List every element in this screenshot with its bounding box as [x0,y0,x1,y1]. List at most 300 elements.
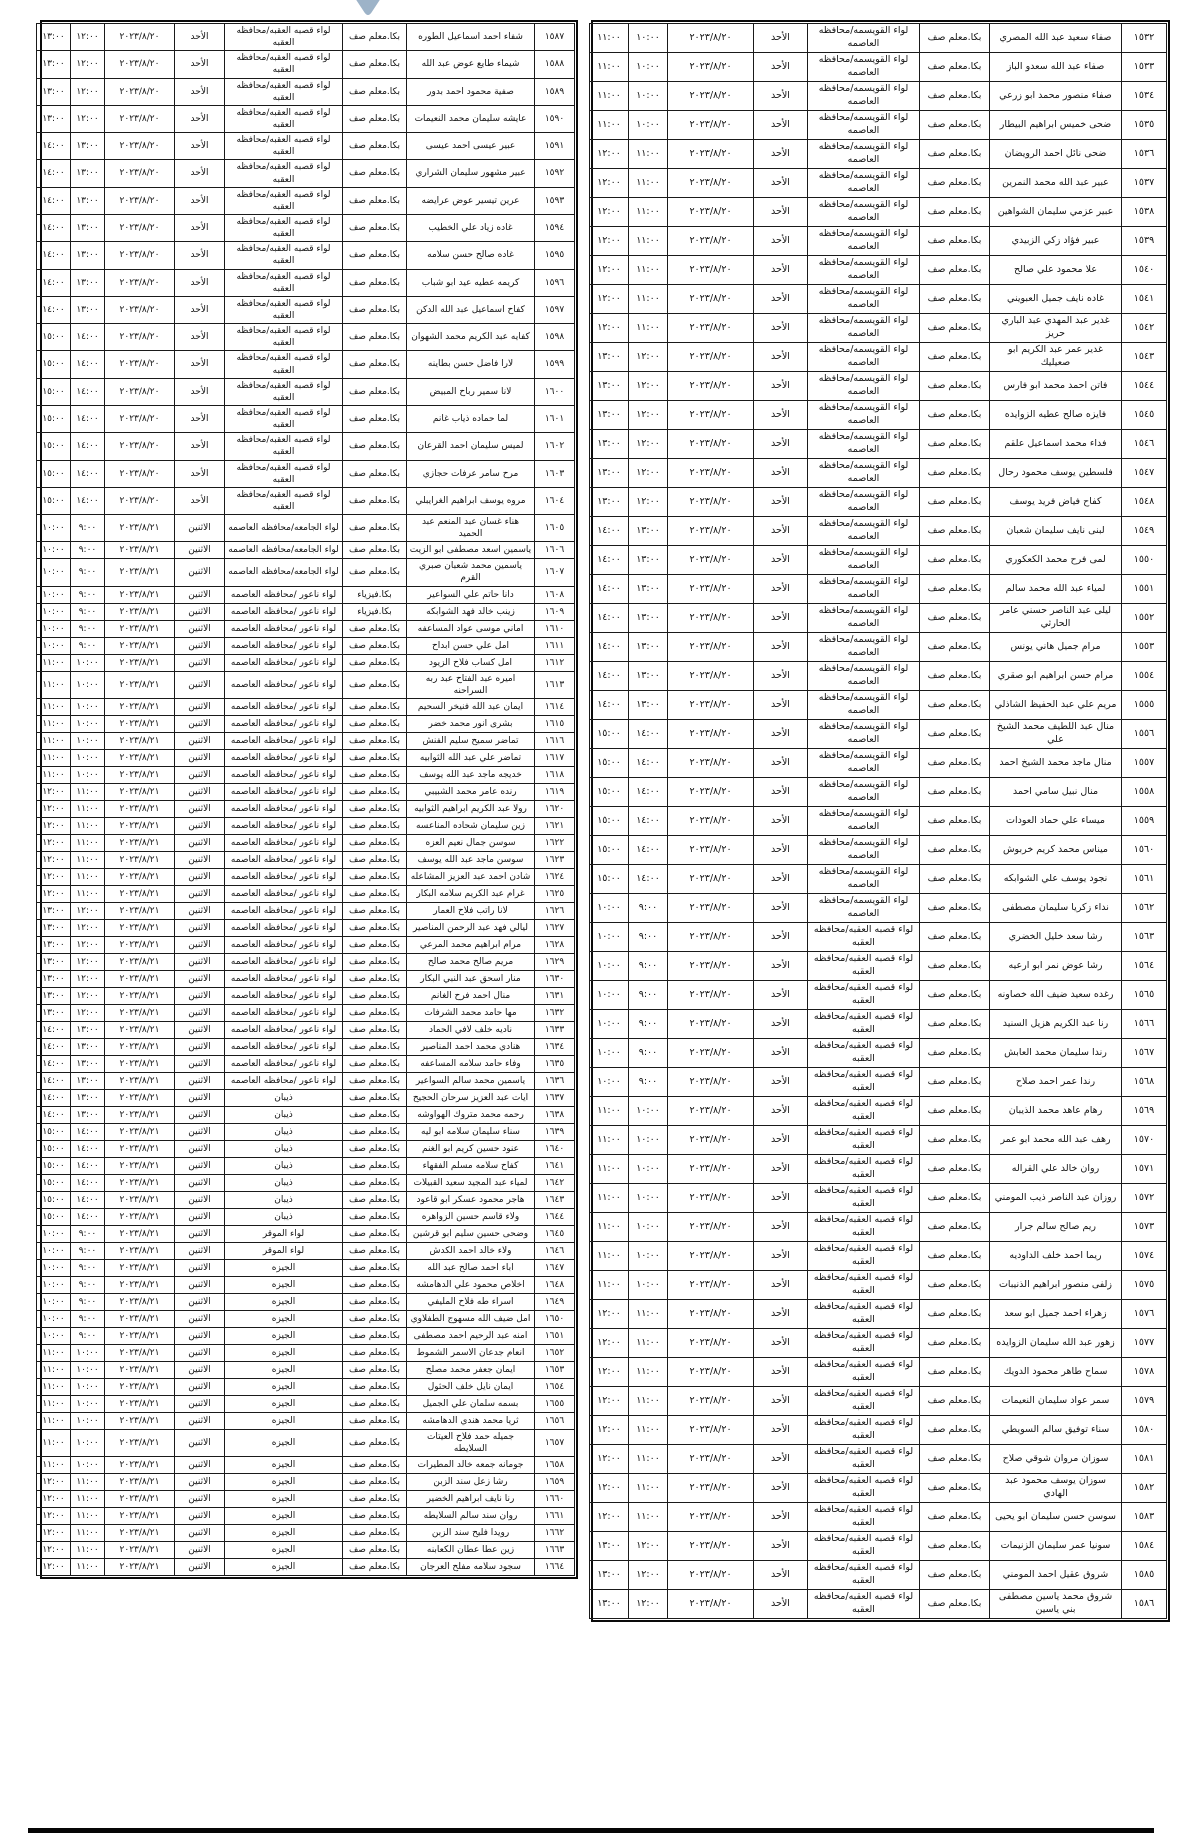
seq-cell: ١٥٦٠ [1122,836,1167,865]
district-cell: لواء قصبه العقبه/محافظه العقبه [225,51,343,78]
date-cell: ٢٠٢٣/٨/٢١ [105,1508,175,1525]
day-cell: الأحد [754,285,808,314]
degree-cell: بكا.معلم صف [920,53,990,82]
district-cell: لواء القويسمه/محافظه العاصمه [808,343,920,372]
day-cell: الاثنين [175,732,225,749]
start-time-cell: ١١:٠٠ [629,227,668,256]
date-cell: ٢٠٢٣/٨/٢١ [105,1559,175,1576]
day-cell: الأحد [175,78,225,105]
day-cell: الأحد [754,1097,808,1126]
district-cell: لواء ناعور /محافظه العاصمه [225,1055,343,1072]
day-cell: الاثنين [175,902,225,919]
date-cell: ٢٠٢٣/٨/٢١ [105,515,175,542]
name-cell: تماضر سميح سليم الفنش [407,732,535,749]
day-cell: الأحد [754,952,808,981]
start-time-cell: ١١:٠٠ [71,1542,105,1559]
date-cell: ٢٠٢٣/٨/٢٠ [668,1126,754,1155]
district-cell: لواء ناعور /محافظه العاصمه [225,715,343,732]
date-cell: ٢٠٢٣/٨/٢٠ [668,1184,754,1213]
day-cell: الأحد [754,720,808,749]
seq-cell: ١٦٢٥ [535,885,575,902]
date-cell: ٢٠٢٣/٨/٢١ [105,936,175,953]
district-cell: لواء قصبه العقبه/محافظه العقبه [225,433,343,460]
end-time-cell: ١٠:٠٠ [37,620,71,637]
name-cell: مريم صالح محمد صالح [407,953,535,970]
table-row [37,542,575,559]
table-row [37,902,575,919]
seq-cell: ١٥٦٩ [1122,1097,1167,1126]
degree-cell: بكا.معلم صف [920,923,990,952]
district-cell: لواء القويسمه/محافظه العاصمه [808,372,920,401]
seq-cell: ١٥٥٨ [1122,778,1167,807]
start-time-cell: ١٣:٠٠ [629,517,668,546]
day-cell: الاثنين [175,1038,225,1055]
district-cell: لواء ناعور /محافظه العاصمه [225,766,343,783]
district-cell: ذيبان [225,1140,343,1157]
table-row [590,981,1167,1010]
date-cell: ٢٠٢٣/٨/٢٠ [668,285,754,314]
start-time-cell: ١١:٠٠ [629,1416,668,1445]
start-time-cell: ١١:٠٠ [629,169,668,198]
table-row [37,1242,575,1259]
start-time-cell: ١١:٠٠ [629,256,668,285]
degree-cell: بكا.معلم صف [920,1068,990,1097]
name-cell: بسمه سلمان علي الجميل [407,1395,535,1412]
table-row [590,343,1167,372]
degree-cell: بكا.معلم صف [343,515,407,542]
day-cell: الأحد [754,1242,808,1271]
seq-cell: ١٦٠٧ [535,559,575,586]
start-time-cell: ١٠:٠٠ [629,1184,668,1213]
end-time-cell: ١١:٠٠ [37,1395,71,1412]
day-cell: الاثنين [175,559,225,586]
end-time-cell: ١٥:٠٠ [37,1157,71,1174]
table-row [37,1004,575,1021]
start-time-cell: ١٢:٠٠ [629,430,668,459]
table-row [590,1155,1167,1184]
end-time-cell: ١٣:٠٠ [590,1590,629,1619]
start-time-cell: ٩:٠٠ [629,1010,668,1039]
table-row [37,1021,575,1038]
table-row [37,1174,575,1191]
district-cell: لواء ناعور /محافظه العاصمه [225,1021,343,1038]
table-row [37,460,575,487]
start-time-cell: ١١:٠٠ [629,1329,668,1358]
seq-cell: ١٦٣٤ [535,1038,575,1055]
start-time-cell: ١١:٠٠ [71,851,105,868]
seq-cell: ١٥٥٢ [1122,604,1167,633]
start-time-cell: ١٠:٠٠ [71,732,105,749]
end-time-cell: ١١:٠٠ [37,698,71,715]
start-time-cell: ١٢:٠٠ [71,105,105,132]
degree-cell: بكا.معلم صف [343,1004,407,1021]
name-cell: رهف عبد الله محمد ابو عمر [990,1126,1122,1155]
name-cell: عبير عزمي سليمان الشواهين [990,198,1122,227]
district-cell: لواء القويسمه/محافظه العاصمه [808,169,920,198]
degree-cell: بكا.معلم صف [920,952,990,981]
day-cell: الأحد [754,894,808,923]
date-cell: ٢٠٢٣/٨/٢١ [105,671,175,698]
district-cell: لواء ناعور /محافظه العاصمه [225,654,343,671]
date-cell: ٢٠٢٣/٨/٢١ [105,1542,175,1559]
district-cell: لواء القويسمه/محافظه العاصمه [808,575,920,604]
date-cell: ٢٠٢٣/٨/٢٠ [105,133,175,160]
seq-cell: ١٥٧٧ [1122,1329,1167,1358]
name-cell: علا محمود علي صالح [990,256,1122,285]
start-time-cell: ١٢:٠٠ [629,372,668,401]
seq-cell: ١٥٥٠ [1122,546,1167,575]
day-cell: الأحد [175,324,225,351]
seq-cell: ١٥٥٧ [1122,749,1167,778]
seq-cell: ١٥٨٩ [535,78,575,105]
seq-cell: ١٦٥٢ [535,1344,575,1361]
degree-cell: بكا.معلم صف [920,517,990,546]
seq-cell: ١٦٠٥ [535,515,575,542]
day-cell: الاثنين [175,1123,225,1140]
district-cell: لواء القويسمه/محافظه العاصمه [808,807,920,836]
seq-cell: ١٦٢٦ [535,902,575,919]
date-cell: ٢٠٢٣/٨/٢١ [105,603,175,620]
end-time-cell: ١٢:٠٠ [590,227,629,256]
table-row [37,1491,575,1508]
degree-cell: بكا.معلم صف [343,698,407,715]
name-cell: زلفى منصور ابراهيم الذنيبات [990,1271,1122,1300]
seq-cell: ١٥٧٥ [1122,1271,1167,1300]
table-row [37,783,575,800]
end-time-cell: ١٥:٠٠ [590,720,629,749]
name-cell: لما حماده ذياب غانم [407,405,535,432]
end-time-cell: ١٣:٠٠ [590,1561,629,1590]
seq-cell: ١٦٤٦ [535,1242,575,1259]
day-cell: الأحد [175,460,225,487]
end-time-cell: ١٤:٠٠ [590,517,629,546]
name-cell: سجود سلامه مفلح العرجان [407,1559,535,1576]
end-time-cell: ١٤:٠٠ [590,633,629,662]
day-cell: الاثنين [175,586,225,603]
end-time-cell: ١٣:٠٠ [590,430,629,459]
degree-cell: بكا.معلم صف [343,834,407,851]
name-cell: اميره عبد الفتاح عبد ربه السراحنه [407,671,535,698]
degree-cell: بكا.معلم صف [920,981,990,1010]
degree-cell: بكا.معلم صف [343,187,407,214]
name-cell: روزان عبد الناصر ذيب المومني [990,1184,1122,1213]
end-time-cell: ١٠:٠٠ [37,603,71,620]
end-time-cell: ١١:٠٠ [37,654,71,671]
seq-cell: ١٦٥٥ [535,1395,575,1412]
seq-cell: ١٦٥٧ [535,1429,575,1456]
day-cell: الأحد [754,1329,808,1358]
date-cell: ٢٠٢٣/٨/٢٠ [668,1271,754,1300]
district-cell: لواء ناعور /محافظه العاصمه [225,834,343,851]
date-cell: ٢٠٢٣/٨/٢١ [105,1276,175,1293]
date-cell: ٢٠٢٣/٨/٢٠ [668,169,754,198]
district-cell: الجيزه [225,1293,343,1310]
start-time-cell: ١٠:٠٠ [71,671,105,698]
end-time-cell: ١٠:٠٠ [37,1225,71,1242]
name-cell: ايمان نايل خلف الحثول [407,1378,535,1395]
date-cell: ٢٠٢٣/٨/٢١ [105,800,175,817]
degree-cell: بكا.معلم صف [343,269,407,296]
seq-cell: ١٦٢٨ [535,936,575,953]
degree-cell: بكا.معلم صف [343,1276,407,1293]
district-cell: لواء ناعور /محافظه العاصمه [225,817,343,834]
date-cell: ٢٠٢٣/٨/٢١ [105,1072,175,1089]
date-cell: ٢٠٢٣/٨/٢١ [105,1174,175,1191]
degree-cell: بكا.معلم صف [343,324,407,351]
day-cell: الاثنين [175,620,225,637]
district-cell: الجيزه [225,1344,343,1361]
day-cell: الاثنين [175,1157,225,1174]
date-cell: ٢٠٢٣/٨/٢٠ [105,324,175,351]
degree-cell: بكا.معلم صف [343,766,407,783]
start-time-cell: ١٠:٠٠ [629,1242,668,1271]
district-cell: لواء قصبه العقبه/محافظه العقبه [808,1358,920,1387]
district-cell: لواء القويسمه/محافظه العاصمه [808,459,920,488]
name-cell: رنده عامر محمد الشبيبي [407,783,535,800]
table-row [37,405,575,432]
degree-cell: بكا.معلم صف [343,817,407,834]
seq-cell: ١٦٦٢ [535,1525,575,1542]
seq-cell: ١٥٦٦ [1122,1010,1167,1039]
degree-cell: بكا.معلم صف [343,1259,407,1276]
start-time-cell: ١١:٠٠ [629,1474,668,1503]
date-cell: ٢٠٢٣/٨/٢١ [105,1191,175,1208]
name-cell: هناء غسان عبد المنعم عبد الحميد [407,515,535,542]
district-cell: لواء القويسمه/محافظه العاصمه [808,488,920,517]
seq-cell: ١٥٨٣ [1122,1503,1167,1532]
name-cell: زهور عبد الله سليمان الزوايده [990,1329,1122,1358]
name-cell: مها حامد محمد الشرفات [407,1004,535,1021]
date-cell: ٢٠٢٣/٨/٢١ [105,1140,175,1157]
district-cell: لواء قصبه العقبه/محافظه العقبه [808,1097,920,1126]
name-cell: سناء توفيق سالم السويطي [990,1416,1122,1445]
start-time-cell: ١٠:٠٠ [629,82,668,111]
degree-cell: بكا.معلم صف [343,868,407,885]
seq-cell: ١٦٢٤ [535,868,575,885]
day-cell: الأحد [754,1590,808,1619]
day-cell: الأحد [175,351,225,378]
seq-cell: ١٥٣٥ [1122,111,1167,140]
table-row [590,198,1167,227]
day-cell: الاثنين [175,1344,225,1361]
degree-cell: بكا.معلم صف [343,1208,407,1225]
date-cell: ٢٠٢٣/٨/٢١ [105,987,175,1004]
day-cell: الاثنين [175,800,225,817]
date-cell: ٢٠٢٣/٨/٢٠ [668,894,754,923]
start-time-cell: ١٢:٠٠ [629,1532,668,1561]
seq-cell: ١٥٧١ [1122,1155,1167,1184]
end-time-cell: ١٢:٠٠ [37,1474,71,1491]
table-row [37,78,575,105]
day-cell: الأحد [175,24,225,51]
table-row [37,919,575,936]
date-cell: ٢٠٢٣/٨/٢١ [105,1378,175,1395]
degree-cell: بكا.معلم صف [920,1474,990,1503]
name-cell: غاده نايف جميل العبويني [990,285,1122,314]
name-cell: ياسمين محمد سالم السواعير [407,1072,535,1089]
degree-cell: بكا.معلم صف [920,1184,990,1213]
day-cell: الأحد [754,1039,808,1068]
table-row [37,1344,575,1361]
day-cell: الاثنين [175,1106,225,1123]
day-cell: الاثنين [175,851,225,868]
name-cell: سونيا عمر سليمان الزنيمات [990,1532,1122,1561]
end-time-cell: ١٢:٠٠ [37,885,71,902]
degree-cell: بكا.معلم صف [343,1327,407,1344]
seq-cell: ١٦١٢ [535,654,575,671]
district-cell: ذيبان [225,1123,343,1140]
end-time-cell: ١٢:٠٠ [37,834,71,851]
district-cell: لواء القويسمه/محافظه العاصمه [808,749,920,778]
date-cell: ٢٠٢٣/٨/٢١ [105,1004,175,1021]
end-time-cell: ١٠:٠٠ [590,952,629,981]
date-cell: ٢٠٢٣/٨/٢١ [105,1293,175,1310]
degree-cell: بكا.معلم صف [920,1445,990,1474]
table-row [590,1329,1167,1358]
seq-cell: ١٥٨١ [1122,1445,1167,1474]
name-cell: لانا راتب فلاح العمار [407,902,535,919]
day-cell: الأحد [754,488,808,517]
day-cell: الأحد [754,372,808,401]
degree-cell: بكا.معلم صف [920,198,990,227]
end-time-cell: ١٠:٠٠ [37,1327,71,1344]
start-time-cell: ١٠:٠٠ [629,1097,668,1126]
start-time-cell: ١٢:٠٠ [71,1004,105,1021]
date-cell: ٢٠٢٣/٨/٢٠ [668,952,754,981]
table-row [590,53,1167,82]
start-time-cell: ١٣:٠٠ [71,242,105,269]
end-time-cell: ١٥:٠٠ [37,1208,71,1225]
end-time-cell: ١٥:٠٠ [37,324,71,351]
end-time-cell: ١٢:٠٠ [37,1559,71,1576]
day-cell: الاثنين [175,1457,225,1474]
date-cell: ٢٠٢٣/٨/٢١ [105,1474,175,1491]
seq-cell: ١٥٩٣ [535,187,575,214]
seq-cell: ١٥٧٠ [1122,1126,1167,1155]
day-cell: الأحد [754,256,808,285]
end-time-cell: ١١:٠٠ [37,1361,71,1378]
table-row [37,851,575,868]
degree-cell: بكا.معلم صف [920,1097,990,1126]
start-time-cell: ١٤:٠٠ [71,1174,105,1191]
seq-cell: ١٥٩٩ [535,351,575,378]
day-cell: الأحد [175,51,225,78]
table-row [37,885,575,902]
end-time-cell: ١٢:٠٠ [37,1491,71,1508]
district-cell: لواء ناعور /محافظه العاصمه [225,851,343,868]
table-row [37,351,575,378]
district-cell: ذيبان [225,1157,343,1174]
seq-cell: ١٥٨٤ [1122,1532,1167,1561]
seq-cell: ١٥٣٨ [1122,198,1167,227]
degree-cell: بكا.معلم صف [343,936,407,953]
table-row [37,1559,575,1576]
district-cell: ذيبان [225,1089,343,1106]
start-time-cell: ١٣:٠٠ [71,160,105,187]
end-time-cell: ١٢:٠٠ [37,800,71,817]
end-time-cell: ١١:٠٠ [590,24,629,53]
degree-cell: بكا.معلم صف [343,242,407,269]
table-row [590,807,1167,836]
degree-cell: بكا.معلم صف [920,343,990,372]
date-cell: ٢٠٢٣/٨/٢٠ [105,487,175,514]
start-time-cell: ١١:٠٠ [71,1474,105,1491]
district-cell: لواء القويسمه/محافظه العاصمه [808,285,920,314]
date-cell: ٢٠٢٣/٨/٢٠ [668,140,754,169]
name-cell: رندا سليمان محمد العابش [990,1039,1122,1068]
degree-cell: بكا.معلم صف [343,1174,407,1191]
date-cell: ٢٠٢٣/٨/٢١ [105,732,175,749]
start-time-cell: ١٣:٠٠ [71,1021,105,1038]
end-time-cell: ١٤:٠٠ [590,691,629,720]
district-cell: الجيزه [225,1378,343,1395]
end-time-cell: ١٤:٠٠ [590,662,629,691]
name-cell: ايمان عبد الله فنيخر السحيم [407,698,535,715]
district-cell: لواء القويسمه/محافظه العاصمه [808,198,920,227]
table-row [37,637,575,654]
district-cell: لواء القويسمه/محافظه العاصمه [808,140,920,169]
district-cell: لواء القويسمه/محافظه العاصمه [808,633,920,662]
date-cell: ٢٠٢٣/٨/٢١ [105,1123,175,1140]
start-time-cell: ١٠:٠٠ [71,1429,105,1456]
degree-cell: بكا.معلم صف [920,24,990,53]
date-cell: ٢٠٢٣/٨/٢١ [105,1208,175,1225]
seq-cell: ١٦٤٩ [535,1293,575,1310]
name-cell: رغده سعيد ضيف الله خصاونه [990,981,1122,1010]
end-time-cell: ١٣:٠٠ [37,24,71,51]
end-time-cell: ١٢:٠٠ [37,1542,71,1559]
name-cell: غرام عبد الكريم سلامه البكار [407,885,535,902]
table-row [590,1184,1167,1213]
name-cell: سمر عواد سليمان النعيمات [990,1387,1122,1416]
start-time-cell: ١٠:٠٠ [71,1457,105,1474]
table-row [590,749,1167,778]
seq-cell: ١٥٦١ [1122,865,1167,894]
seq-cell: ١٥٥٤ [1122,662,1167,691]
name-cell: امل ضيف الله مسهوج الطفلاوي [407,1310,535,1327]
end-time-cell: ١١:٠٠ [590,53,629,82]
degree-cell: بكا.معلم صف [920,1213,990,1242]
date-cell: ٢٠٢٣/٨/٢٠ [668,604,754,633]
date-cell: ٢٠٢٣/٨/٢١ [105,1038,175,1055]
district-cell: لواء ناعور /محافظه العاصمه [225,902,343,919]
name-cell: سوزان مروان شوقي صلاح [990,1445,1122,1474]
name-cell: رولا عبد الكريم ابراهيم الثوابيه [407,800,535,817]
district-cell: لواء ناعور /محافظه العاصمه [225,637,343,654]
end-time-cell: ١٢:٠٠ [37,783,71,800]
day-cell: الأحد [754,981,808,1010]
day-cell: الأحد [754,1387,808,1416]
name-cell: اخلاص محمود علي الدهامشه [407,1276,535,1293]
name-cell: زين عطا عطان الكعابنه [407,1542,535,1559]
table-row [37,433,575,460]
end-time-cell: ١٣:٠٠ [590,372,629,401]
day-cell: الاثنين [175,1174,225,1191]
day-cell: الأحد [754,1474,808,1503]
end-time-cell: ١٥:٠٠ [590,836,629,865]
date-cell: ٢٠٢٣/٨/٢٠ [668,1387,754,1416]
seq-cell: ١٦٦٠ [535,1491,575,1508]
seq-cell: ١٦٤٣ [535,1191,575,1208]
table-row [590,1358,1167,1387]
day-cell: الاثنين [175,1293,225,1310]
start-time-cell: ١٣:٠٠ [629,633,668,662]
date-cell: ٢٠٢٣/٨/٢٠ [668,430,754,459]
table-row [37,133,575,160]
district-cell: الجيزه [225,1276,343,1293]
district-cell: ذيبان [225,1208,343,1225]
date-cell: ٢٠٢٣/٨/٢٠ [668,459,754,488]
